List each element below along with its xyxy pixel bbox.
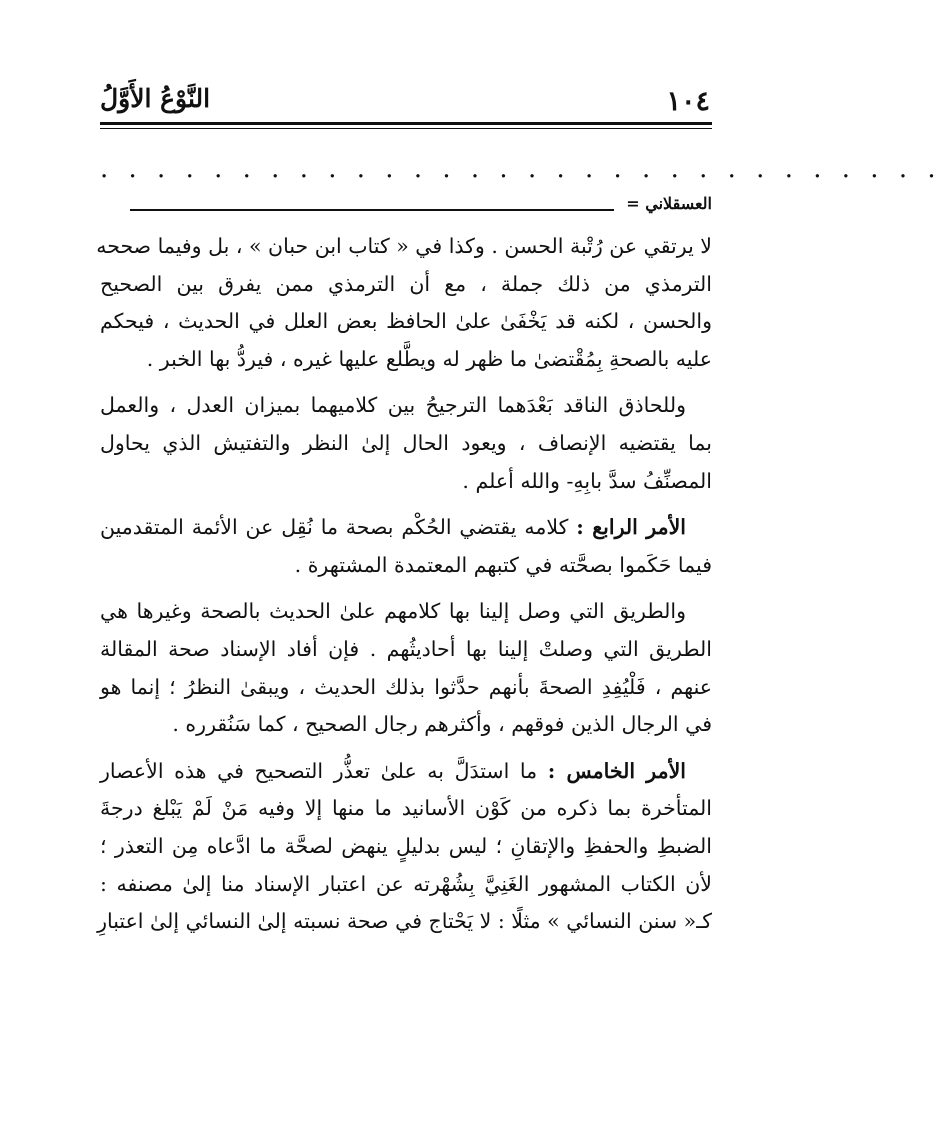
text-line: الترمذي من ذلك جملة ، مع أن الترمذي ممن يفرق بين الصحيح [100,271,712,296]
running-title: النَّوْعُ الأَوَّلُ [100,84,211,113]
paragraph-4 [100,593,712,743]
paragraph-5 [97,753,712,941]
text-line: كـ« سنن النسائي » مثلًا : لا يَحْتاج في صحة نسبته إلىٰ النسائي إلىٰ اعتبارِ [97,909,712,934]
text-line: وللحاذق الناقد بَعْدَهما الترجيحُ بين كلاميهما بميزان العدل ، والعمل [100,393,686,418]
text-line [100,509,712,547]
text-line: الطريق التي وصلتْ إلينا بها أحاديثُهم . فإن أفاد الإسناد صحة المقالة [100,636,712,661]
attribution-rule [130,209,614,211]
text-line: المصنِّفُ سدَّ بابِهِ- والله أعلم . [462,468,712,493]
text-line: الضبطِ والحفظِ والإتقانِ ؛ ليس بدليلٍ ينهض لصحَّة ما ادَّعاه مِن التعذر ؛ [100,833,712,858]
footnote-separator-dots: · · · · · · · · · · · · · · · · · · · · · · · · · · · · · · [100,162,942,192]
text-line: بما يقتضيه الإنصاف ، ويعود الحال إلىٰ النظر والتفتيش الذي يحاول [100,430,712,455]
footnote-attribution [100,194,712,224]
text-line: فيما حَكَموا بصحَّته في كتبهم المعتمدة المشتهرة . [294,552,712,577]
attribution-name: العسقلاني = [626,194,712,213]
text-line [100,753,712,791]
text-line: لا يرتقي عن رُتْبة الحسن . وكذا في « كتاب ابن حبان » ، بل وفيما صححه [96,234,712,258]
text-line: والطريق التي وصل إلينا بها كلامهم علىٰ الحديث بالصحة وغيرها هي [100,599,686,624]
paragraph-3 [100,509,712,584]
paragraph-1 [96,228,712,378]
text-line: عليه بالصحةِ بِمُقْتضىٰ ما ظهر له ويطَّلع عليها غيره ، فيردُّ بها الخبر . [146,346,712,371]
section-lead: الأمر الرابع : [576,515,686,540]
text-run: كلامه يقتضي الحُكْم بصحة ما نُقِل عن الأئمة المتقدمين [100,515,577,540]
paragraph-2 [100,387,712,500]
text-line: عنهم ، فَلْيُفِدِ الصحةَ بأنهم حدَّثوا بذلك الحديث ، ويبقىٰ النظرُ ؛ إنما هو [100,674,712,699]
text-line: لأن الكتاب المشهور الغَنِيَّ بِشُهْرته عن اعتبار الإسناد منا إلىٰ مصنفه : [100,871,712,896]
body-text [96,228,712,941]
section-lead: الأمر الخامس : [547,758,686,783]
header-rule-thin [100,128,712,129]
text-run: ما استدَلَّ به علىٰ تعذُّر التصحيح في هذه الأعصار [100,758,548,783]
text-line: المتأخرة بما ذكره من كَوْن الأسانيد ما منها إلا وفيه مَنْ لَمْ يَبْلغ درجةَ [100,796,712,821]
text-line: والحسن ، لكنه قد يَخْفَىٰ علىٰ الحافظ بعض العلل في الحديث ، فيحكم [100,309,712,334]
text-line: في الرجال الذين فوقهم ، وأكثرهم رجال الصحيح ، كما سَنُقرره . [172,712,712,737]
header-rule-thick [100,122,712,125]
page-header [100,80,710,120]
page-number: ١٠٤ [666,86,710,117]
